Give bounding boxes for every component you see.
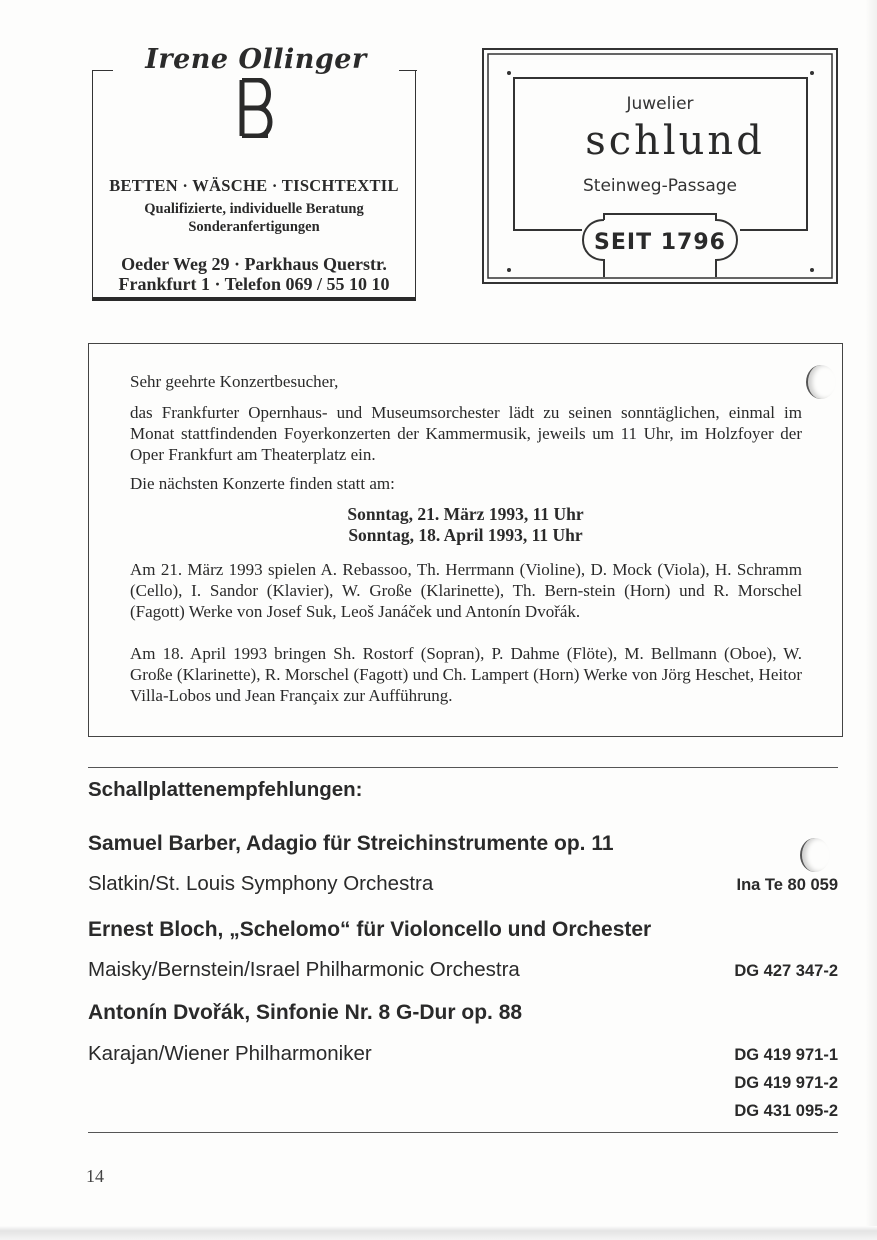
concert-next-label: Die nächsten Konzerte finden statt am: <box>130 474 395 493</box>
ad-ollinger-products: BETTEN · WÄSCHE · TISCHTEXTIL <box>109 176 399 195</box>
ad-schlund-location: Steinweg-Passage <box>583 176 737 196</box>
divider <box>88 767 838 768</box>
record-performers: Slatkin/St. Louis Symphony Orchestra <box>88 872 434 895</box>
page-right-edge <box>865 0 877 1226</box>
record-item <box>88 1042 838 1132</box>
record-title: Samuel Barber, Adagio für Streichinstrumente op. 11 <box>88 832 614 855</box>
record-performers: Maisky/Bernstein/Israel Philharmonic Orchestra <box>88 958 520 981</box>
ad-schlund-since: SEIT 1796 <box>594 230 726 255</box>
record-number: DG 419 971-1 <box>734 1046 838 1064</box>
concert-dates <box>89 504 842 546</box>
concert-date-1: Sonntag, 21. März 1993, 11 Uhr <box>347 504 584 524</box>
punch-hole-icon <box>806 365 836 399</box>
page-number: 14 <box>86 1166 104 1186</box>
record-item <box>88 872 838 898</box>
record-performers: Karajan/Wiener Philharmoniker <box>88 1042 372 1065</box>
ad-ollinger-street: Oeder Weg 29 · Parkhaus Querstr. <box>121 254 387 274</box>
ad-ollinger-services <box>93 200 415 236</box>
ad-ollinger-name: Irene Ollinger <box>113 40 399 80</box>
ad-ollinger-b-logo-icon <box>238 78 274 138</box>
record-number: Ina Te 80 059 <box>736 876 838 894</box>
record-number: DG 431 095-2 <box>734 1102 838 1120</box>
records-heading: Schallplattenempfehlungen: <box>88 778 363 801</box>
record-number: DG 427 347-2 <box>734 962 838 980</box>
ad-ollinger-phone: Frankfurt 1 · Telefon 069 / 55 10 10 <box>118 274 390 294</box>
concert-date-2: Sonntag, 18. April 1993, 11 Uhr <box>348 525 583 545</box>
ad-schlund-label: Juwelier <box>626 94 694 114</box>
concert-paragraph-2: Am 18. April 1993 bringen Sh. Rostorf (Sopran), P. Dahme (Flöte), M. Bellmann (Oboe), W. Große (Klarinette), R. Morschel (Fagott) und Ch. Lampert (Horn) Werke von Jörg Heschet, Heitor Villa-Lobos und Jean Françaix zur Aufführung. <box>130 644 802 705</box>
ad-schlund-name: schlund <box>585 118 765 164</box>
record-item <box>88 958 838 984</box>
record-title: Ernest Bloch, „Schelomo“ für Violoncello und Orchester <box>88 918 652 941</box>
ad-ollinger <box>92 44 416 301</box>
record-number: DG 419 971-2 <box>734 1074 838 1092</box>
concert-paragraph-1: Am 21. März 1993 spielen A. Rebassoo, Th. Herrmann (Violine), D. Mock (Viola), H. Schramm (Cello), I. Sandor (Klavier), W. Große (Klarinette), Th. Bern-stein (Horn) und R. Morschel (Fagott) Werke von Josef Suk, Leoš Janáček und Antonín Dvořák. <box>130 560 802 621</box>
page-bottom-edge <box>0 1226 877 1240</box>
ad-ollinger-advice: Qualifizierte, individuelle Beratung <box>144 201 364 217</box>
ad-border-top-right <box>399 70 417 71</box>
ad-border-top-left <box>92 70 114 71</box>
ad-ollinger-address <box>93 254 415 294</box>
divider <box>88 1132 838 1133</box>
ad-ollinger-custom: Sonderanfertigungen <box>188 219 320 235</box>
record-title: Antonín Dvořák, Sinfonie Nr. 8 G-Dur op. 88 <box>88 1001 523 1024</box>
concert-info-box <box>88 343 843 737</box>
concert-greeting: Sehr geehrte Konzertbesucher, <box>130 372 339 391</box>
ad-schlund <box>482 48 838 284</box>
concert-intro: das Frankfurter Opernhaus- und Museumsorchester lädt zu seinen sonntäglichen, einmal im Monat stattfindenden Foyerkonzerten der Kammermusik, jeweils um 11 Uhr, im Holzfoyer der Oper Frankfurt am Theaterplatz ein. <box>130 403 802 464</box>
